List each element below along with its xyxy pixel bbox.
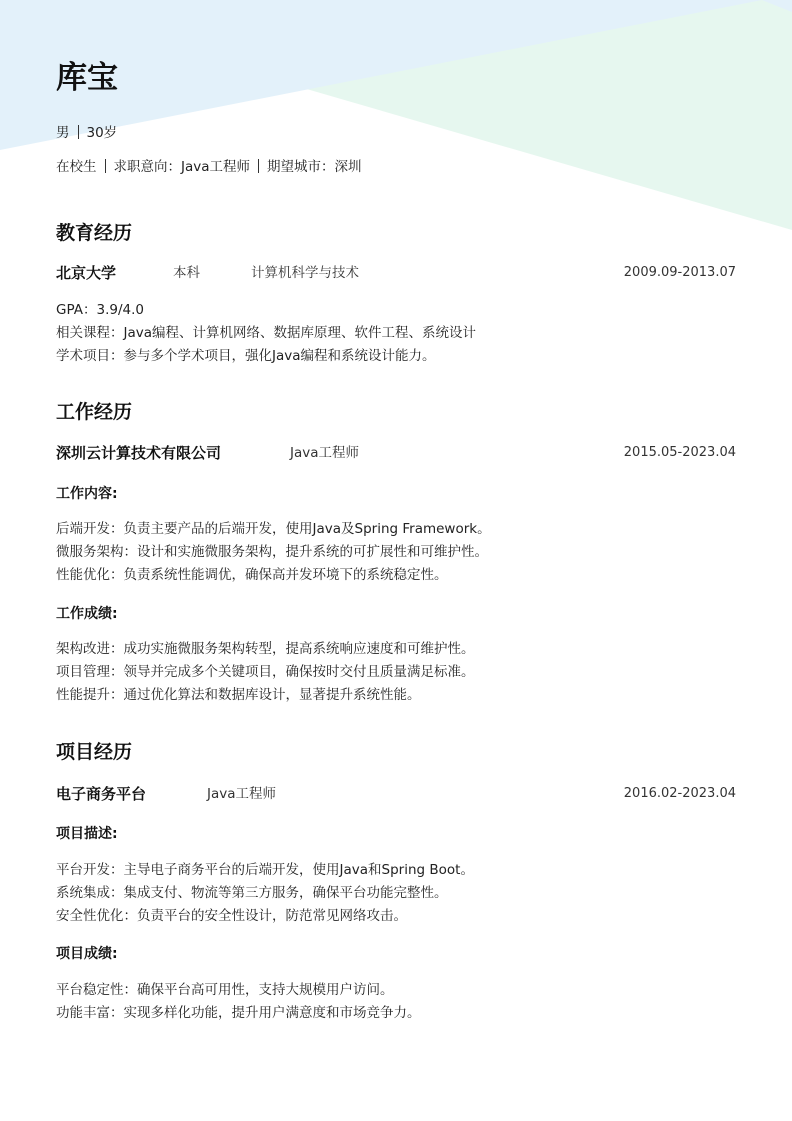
project-results-list xyxy=(56,979,421,1025)
divider xyxy=(258,159,259,173)
school-name: 北京大学 xyxy=(56,264,117,282)
work-content-list xyxy=(56,518,491,587)
age: 30岁 xyxy=(86,125,118,141)
status: 在校生 xyxy=(56,159,97,175)
project-period: 2016.02-2023.04 xyxy=(623,786,736,801)
job-info xyxy=(56,157,362,177)
work-period: 2015.05-2023.04 xyxy=(623,445,736,460)
header-background xyxy=(0,0,792,230)
detail-line: 学术项目：参与多个学术项目，强化Java编程和系统设计能力。 xyxy=(56,348,436,364)
detail-line: 相关课程：Java编程、计算机网络、数据库原理、软件工程、系统设计 xyxy=(56,325,477,341)
list-item: 性能提升：通过优化算法和数据库设计，显著提升系统性能。 xyxy=(56,687,421,703)
work-position: Java工程师 xyxy=(290,445,360,461)
education-section-title: 教育经历 xyxy=(56,222,133,244)
list-item: 架构改进：成功实施微服务架构转型，提高系统响应速度和可维护性。 xyxy=(56,641,475,657)
candidate-name: 库宝 xyxy=(56,60,118,96)
list-item: 功能丰富：实现多样化功能，提升用户满意度和市场竞争力。 xyxy=(56,1005,421,1021)
list-item: 系统集成：集成支付、物流等第三方服务，确保平台功能完整性。 xyxy=(56,885,448,901)
list-item: 微服务架构：设计和实施微服务架构，提升系统的可扩展性和可维护性。 xyxy=(56,544,488,560)
list-item: 安全性优化：负责平台的安全性设计，防范常见网络攻击。 xyxy=(56,908,407,924)
company-name: 深圳云计算技术有限公司 xyxy=(56,444,222,462)
list-item: 性能优化：负责系统性能调优，确保高并发环境下的系统稳定性。 xyxy=(56,567,448,583)
work-content-title: 工作内容: xyxy=(56,486,118,502)
work-achievements-list xyxy=(56,638,475,707)
list-item: 平台稳定性：确保平台高可用性，支持大规模用户访问。 xyxy=(56,982,394,998)
project-section-title: 项目经历 xyxy=(56,741,133,763)
basic-info xyxy=(56,123,117,143)
list-item: 平台开发：主导电子商务平台的后端开发，使用Java和Spring Boot。 xyxy=(56,862,474,878)
detail-line: GPA：3.9/4.0 xyxy=(56,302,144,318)
degree: 本科 xyxy=(173,265,200,281)
education-period: 2009.09-2013.07 xyxy=(623,265,736,280)
work-section-title: 工作经历 xyxy=(56,401,133,423)
project-desc-list xyxy=(56,859,474,928)
list-item: 后端开发：负责主要产品的后端开发，使用Java及Spring Framework。 xyxy=(56,521,491,537)
job-intention: 求职意向：Java工程师 xyxy=(113,159,251,175)
project-role: Java工程师 xyxy=(207,786,277,802)
divider xyxy=(78,125,79,139)
education-details xyxy=(56,299,476,368)
gender: 男 xyxy=(56,125,70,141)
major: 计算机科学与技术 xyxy=(251,265,359,281)
project-name: 电子商务平台 xyxy=(56,785,147,803)
list-item: 项目管理：领导并完成多个关键项目，确保按时交付且质量满足标准。 xyxy=(56,664,475,680)
work-achievements-title: 工作成绩: xyxy=(56,606,118,622)
expected-city: 期望城市：深圳 xyxy=(267,159,362,175)
project-results-title: 项目成绩: xyxy=(56,946,118,962)
divider xyxy=(105,159,106,173)
project-desc-title: 项目描述: xyxy=(56,826,118,842)
